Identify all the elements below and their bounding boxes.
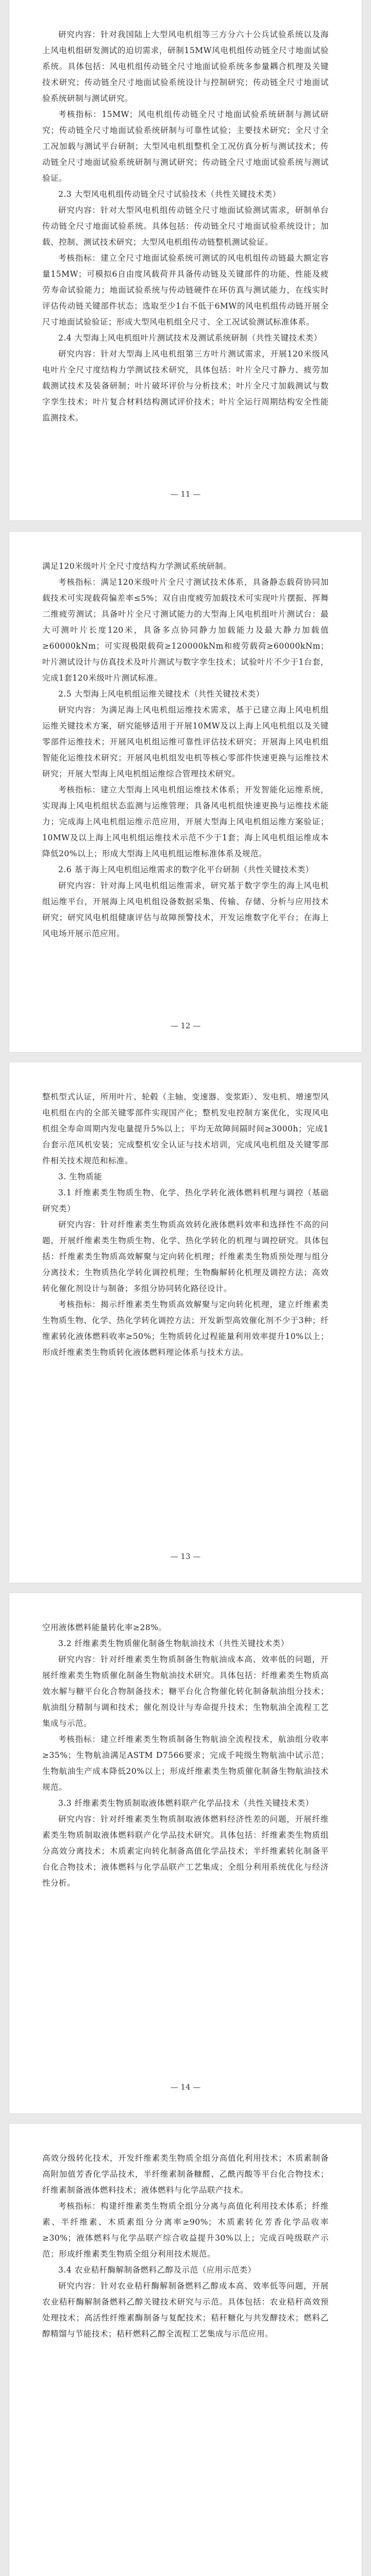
- paragraph: 考核指标：建立纤维素类生物质制备生物航油全流程技术，航油组分收率≥35%；生物航油满足ASTM D7566要求；完成千吨级生物航油中试示范；生物航油生产成本降低20%以上；形成纤维素类生物质催化制备生物航油技术规范。: [42, 1735, 329, 1792]
- paragraph: 研究内容：针对纤维素类生物质高效转化液体燃料效率和选择性不高的问题，开展纤维素类生物质生物、化学、热化学转化的机理与调控研究。具体包括：纤维素类生物质高效解聚与定向转化机理；纤维素类生物质预处理与组分分离技术；生物质热化学转化调控机理；生物酶解转化机理及调控方法；高效转化催化剂设计与制备；多组分协同转化路径设计。: [42, 1220, 329, 1293]
- document-page: [9, 2124, 362, 2576]
- paragraph: 空用液体燃料能量转化率≥28%。: [42, 1623, 167, 1632]
- paragraph: 研究内容：针对我国陆上大型风电机组等三方分六十公兵试验系统以及海上风电机组研发测试的迫切需求，研制15MW风电机组传动链全尺寸地面试验系统。具体包括：风电机组传动链全尺寸地面试验系统多参量耦合机理及关键技术研究；传动链全尺寸地面试验系统设计与控制研究；传动链全尺寸地面试验系统研制与测试研究。: [42, 30, 329, 103]
- paragraph: 考核指标：满足120米级叶片全尺寸测试技术体系，具备静态载荷协同加载技术可实现载荷偏差率≤5%；双自由度疲劳加载技术可实现叶片摆振、挥舞二维疲劳测试；具备叶片全尺寸测试能力的大型海上风电机组叶片测试台：最大可测叶片长度120米，具备多点协同静力加载能力及最大静力加载值≥60000kNm；可实现极限载荷≥120000kNm和疲劳载荷≥60000kNm；叶片测试设计与仿真技术及叶片测试与数字孪生技术；试验叶片不少于1台套，完成1套120米级叶片测试标准。: [42, 578, 329, 683]
- paragraph: 整机型式认证，所用叶片、轮毂（主轴、变速器、变浆距）、发电机、增速型风电机组在内的全部关键零部件实现国产化；整机发电控制方案优化，实现风电机组全寿命周期内发电量提升5%以上；平均无故障间隔时间≥3000h；完成1台套示范风机安装；完成整机安全认证与技术培训，完成风电机组及关键零部件相关技术规范和标准。: [42, 1092, 329, 1165]
- paragraph: 3.4 农业秸秆酶解制备燃料乙醇及示范（应用示范类）: [58, 2265, 256, 2275]
- paragraph: 3.1 纤维素类生物质生物、化学、热化学转化液体燃料机理与调控（基础研究类）: [42, 1188, 329, 1213]
- paragraph: 3. 生物质能: [58, 1172, 103, 1181]
- paragraph: 研究内容：针对农业秸秆酶解制备燃料乙醇成本高、效率低等问题，开展农业秸秆酶解制备燃料乙醇关键技术研究与示范。具体包括：农业秸秆高效预处理技术；高活性纤维素酶制备与复配技术；秸秆糖化与共发酵技术；燃料乙醇精馏与节能技术；秸秆燃料乙醇全流程工艺集成与示范应用。: [42, 2281, 329, 2338]
- document-page: [9, 1062, 362, 1583]
- paragraph: 2.4 大型海上风电机组叶片测试技术及测试系统研制（共性关键技术类）: [58, 333, 322, 343]
- document-page: [9, 0, 362, 520]
- paragraph: 考核指标：15MW；风电机组传动链全尺寸地面试验系统研制与测试研究；传动链全尺寸地面试验系统研制与可靠性试验；主要技术研究；全尺寸全工况加载与测试平台研制；大型风电机组整机全工况仿真分析与测试技术；传动链全尺寸地面试验系统研制与测试研究；传动链全尺寸地面试验系统与测试验证。: [42, 110, 329, 183]
- paragraph: 3.3 纤维素类生物质制取液体燃料联产化学品技术（共性关键技术类）: [58, 1799, 314, 1808]
- paragraph: 研究内容：针对海上风电机组运维需求，研究基于数字孪生的海上风电机组运维平台，开展海上风电机组设备数据采集、传输、存储、分析与应用技术研究；研究风电机组健康评估与故障预警技术，开发运维数字化平台；在海上风电场开展示范应用。: [42, 881, 329, 938]
- paragraph: 考核指标：建立大型海上风电机组运维技术体系；开发智能化运维系统，实现海上风电机组状态监测与运维管理；具备风电机组快速更换与运维技术能力；完成海上风电机组运维示范应用，开展大型海上风电机组运维方案验证；10MW及以上海上风电机组运维技术示范不少于1套；海上风电机组运维成本降低20%以上；形成大型海上风电机组运维标准体系及规范。: [42, 785, 329, 858]
- page-number: — 11 —: [170, 489, 201, 499]
- paragraph: 研究内容：针对大型海上风电机组第三方叶片测试需求，开展120米级风电叶片全尺寸度结构力学测试技术研究，具体包括：叶片全尺寸静力、疲劳加载测试技术及装备研制；叶片破坏评价与分析技术；叶片全尺寸加载测试与数字孪生技术；叶片复合材料结构测试评价技术；叶片全运行周期结构安全性能监测技术。: [42, 349, 329, 422]
- paragraph: 研究内容：为满足海上风电机组运维技术需求，基于已建立海上风电机组运维关键技术方案，研究能够适用于开展10MW及以上海上风电机组以及关键零部件运维技术；开展风电机组运维可靠性评估技术研究；开展海上风电机组智能化运维技术研究；开展风电机组发电机等核心零部件快速更换与运维技术研究；开展大型海上风电机组运维综合管理技术研究。: [42, 705, 329, 778]
- paragraph: 高效分级转化技术，开发纤维素类生物质全组分高值化利用技术；木质素制备高附加值芳香化学品技术，半纤维素制备糠醛、乙酰丙酸等平台化合物技术；纤维素制备液体燃料技术；液体燃料与化学品联产技术。: [42, 2154, 329, 2195]
- paragraph: 2.6 基于海上风电机组运维需求的数字化平台研制（共性关键技术类）: [58, 865, 314, 874]
- paragraph: 满足120米级叶片全尺寸度结构力学测试系统研制。: [42, 562, 232, 571]
- paragraph: 考核指标：揭示纤维素类生物质高效解聚与定向转化机理，建立纤维素类生物质生物、化学、热化学转化调控方法；开发新型高效催化剂不少于3种；纤维素转化液体燃料收率≥50%；生物质转化过程能量利用效率提升10%以上；形成纤维素类生物质转化液体燃料理论体系与技术方法。: [42, 1300, 329, 1357]
- paragraph: 考核指标：构建纤维素类生物质全组分分离与高值化利用技术体系；纤维素、半纤维素、木质素组分分离率≥90%；木质素转化芳香化学品收率≥30%；液体燃料与化学品联产综合收益提升30%以上；完成百吨级联产示范；形成纤维素类生物质全组分利用技术规范。: [42, 2201, 329, 2259]
- paragraph: 2.5 大型海上风电机组运维关键技术（共性关键技术类）: [58, 689, 264, 699]
- paragraph: 研究内容：针对纤维素类生物质制备生物航油成本高、效率低的问题，开展纤维素类生物质催化制备生物航油技术研究。具体包括：纤维素类生物质高效水解与糖平台化合物制备技术；糖平台化合物催化转化制备航油组分技术；航油组分精制与调和技术；催化剂设计与寿命提升技术；生物航油全流程工艺集成与示范。: [42, 1655, 329, 1728]
- page-number: — 13 —: [170, 1552, 201, 1561]
- paragraph: 研究内容：针对大型风电机组传动链全尺寸地面试验测试需求，研制单台传动链全尺寸地面试验系统。具体包括：传动链全尺寸地面试验系统设计；加载、控制、测试技术研究；大型风电机组传动链整机测试验证。: [42, 206, 329, 247]
- paragraph: 考核指标：建立全尺寸地面试验系统可测试的风电机组传动链最大额定容量15MW；可模拟6自由度风载荷并具备传动链及关键部件的功能、性能及疲劳寿命试验能力；地面试验系统与传动链硬件在环仿真与测试能力，在线实时评估传动链关键部件状态；选取至少1台不低于6MW的风电机组传动链开展全尺寸地面试验验证；形成大型风电机组全尺寸、全工况试验测试标准体系。: [42, 253, 329, 327]
- page-number: — 12 —: [170, 1021, 201, 1030]
- paragraph: 3.2 纤维素类生物质催化制备生物航油技术（共性关键技术类）: [58, 1639, 289, 1648]
- document-page: [9, 532, 362, 1052]
- paragraph: 2.3 大型风电机组传动链全尺寸试验技术（共性关键技术类）: [58, 190, 281, 199]
- paragraph: 研究内容：针对纤维素类生物质制取液体燃料经济性差的问题，开展纤维素类生物质制取液体燃料联产化学品技术研究。具体包括：纤维素类生物质组分高效分离技术；木质素定向转化制备高值化学品技术；半纤维素转化制备平台化合物技术；液体燃料与化学品联产工艺集成；全组分利用系统优化与经济性分析。: [42, 1815, 329, 1888]
- document-page: [9, 1593, 362, 2113]
- page-number: — 14 —: [170, 2082, 201, 2092]
